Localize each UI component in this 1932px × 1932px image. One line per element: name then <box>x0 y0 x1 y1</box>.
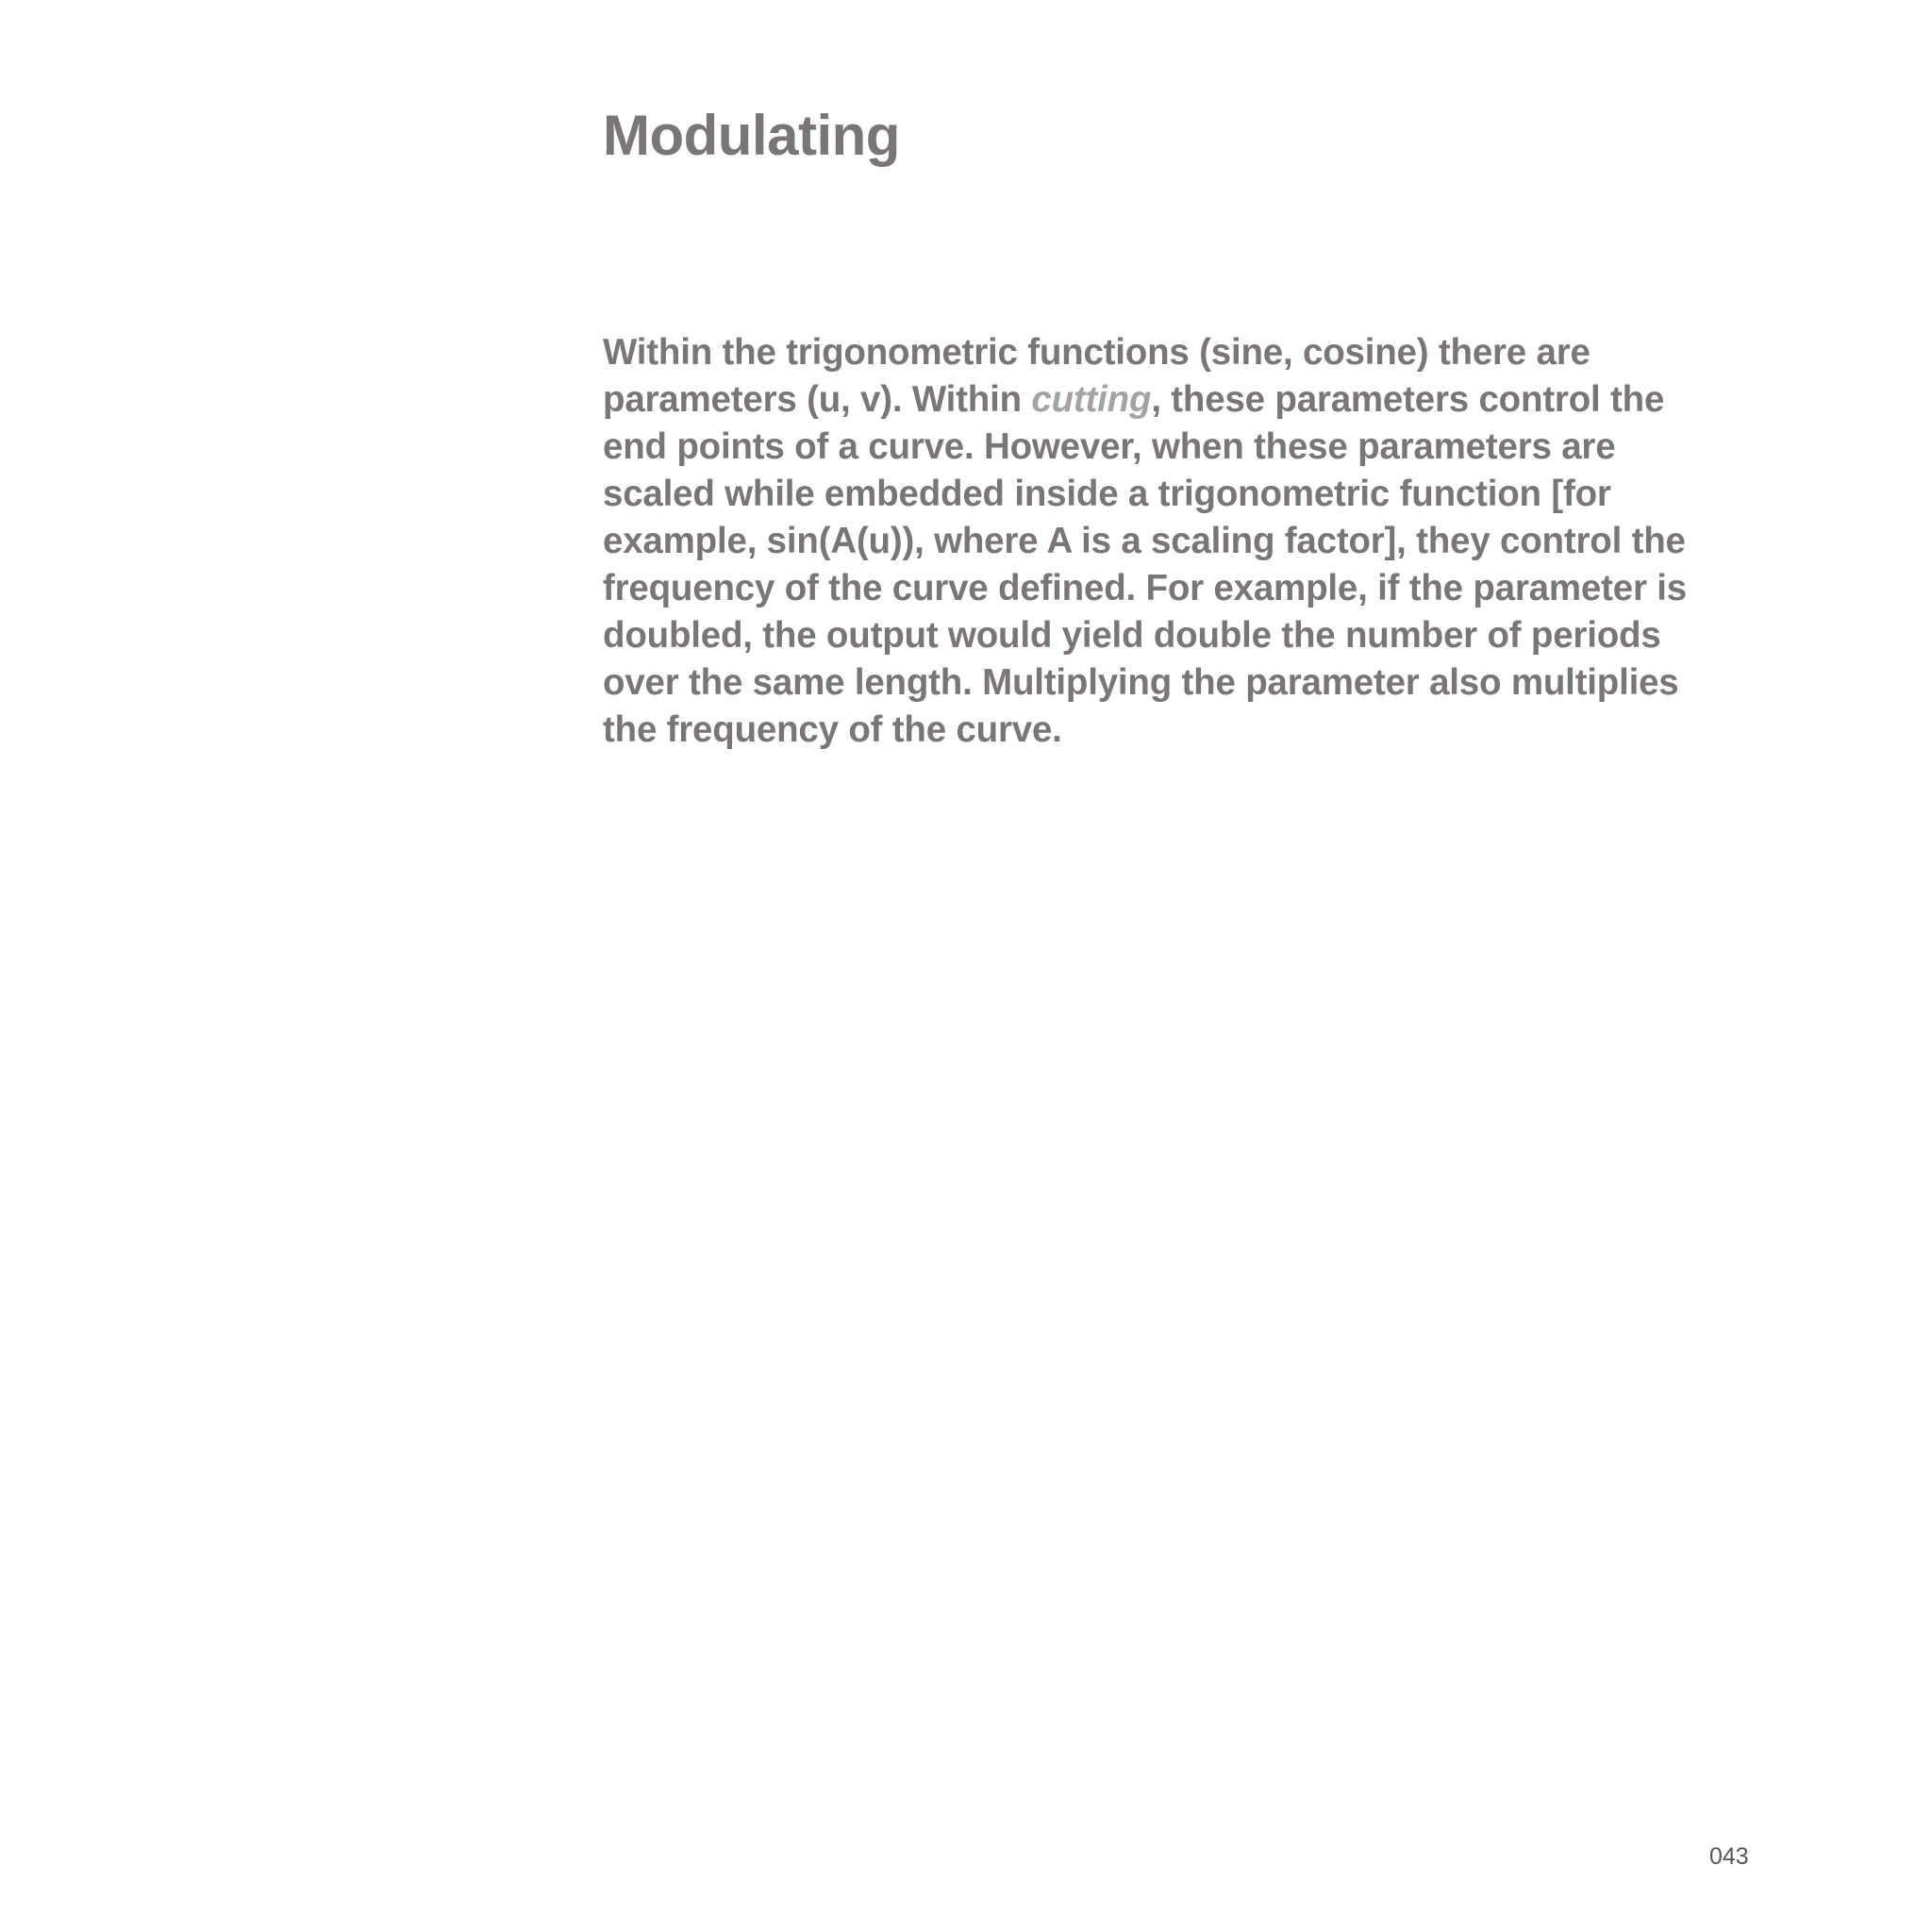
paragraph-line <box>603 376 1791 424</box>
paragraph-line: over the same length. Multiplying the parameter also multiplies <box>603 662 1679 703</box>
paragraph-line: doubled, the output would yield double the number of periods <box>603 615 1661 656</box>
paragraph-line: the frequency of the curve. <box>603 709 1062 750</box>
paragraph-line: Within the trigonometric functions (sine, cosine) there are <box>603 332 1591 373</box>
paragraph-line: example, sin(A(u)), where A is a scaling factor], they control the <box>603 521 1686 561</box>
paragraph-line: scaled while embedded inside a trigonometric function [for <box>603 474 1611 514</box>
paragraph-line: end points of a curve. However, when these parameters are <box>603 426 1616 467</box>
page-number: 043 <box>1709 1843 1749 1870</box>
page-heading: Modulating <box>603 104 900 167</box>
paragraph-text: parameters (u, v). Within <box>603 379 1032 420</box>
paragraph-line: frequency of the curve defined. For example, if the parameter is <box>603 568 1687 608</box>
body-paragraph <box>603 329 1791 754</box>
emphasized-term: cutting <box>1031 379 1152 420</box>
paragraph-text: , these parameters control the <box>1151 379 1665 420</box>
